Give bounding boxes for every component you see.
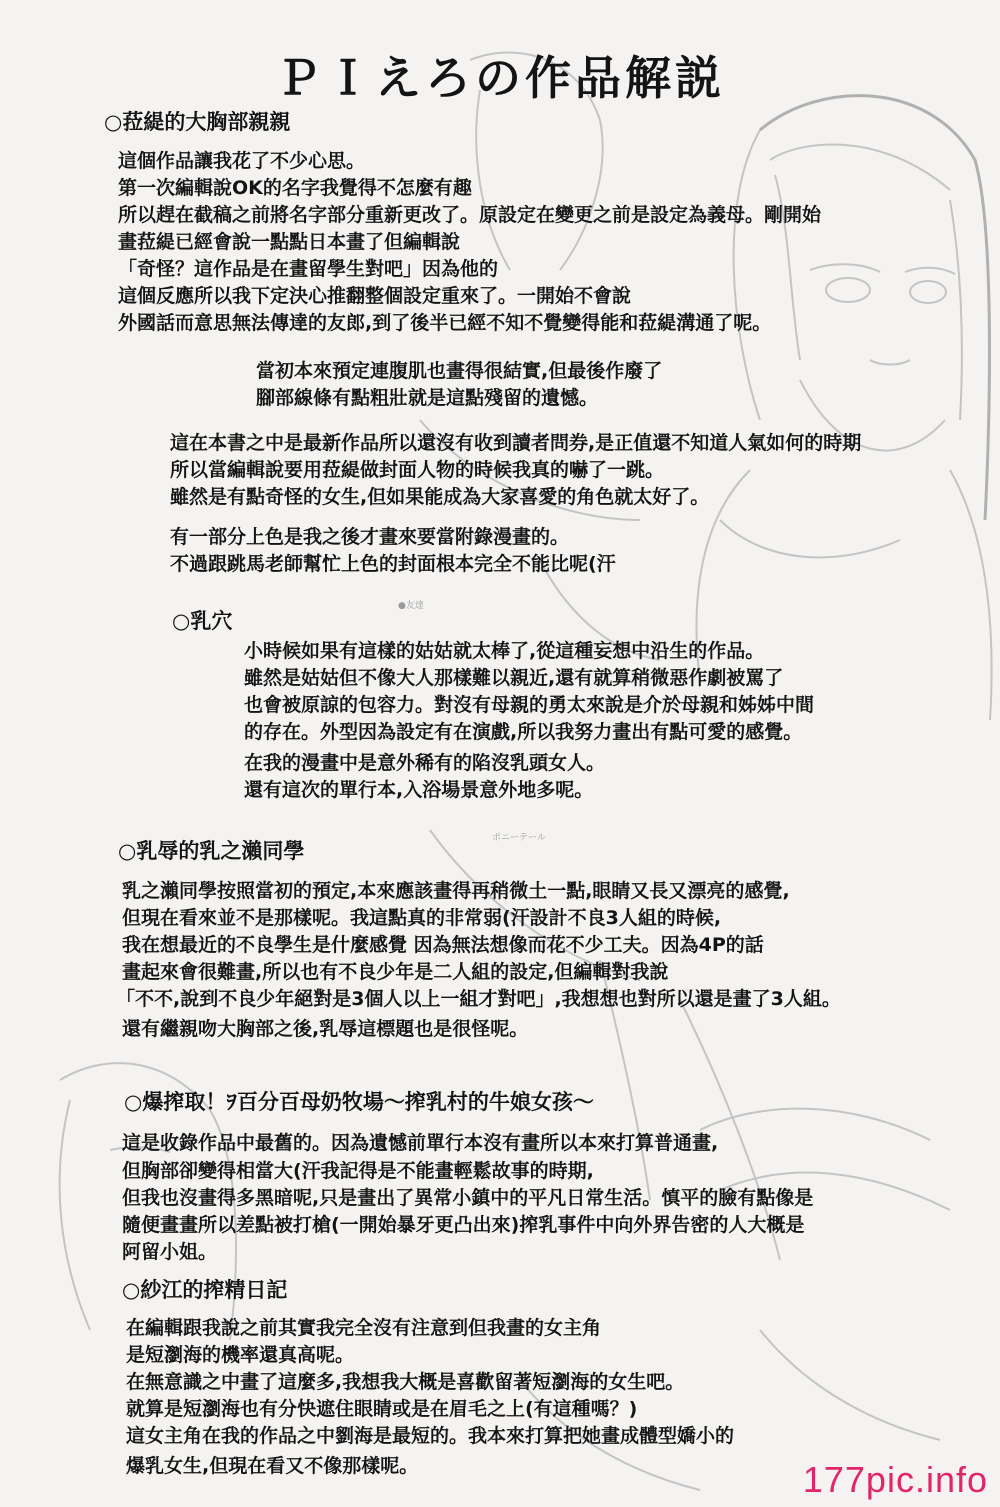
- sketch-label-ponytail: ポニーテール: [492, 833, 546, 843]
- text-line: 乳之瀨同學按照當初的預定,本來應該畫得再稍微土一點,眼睛又長又漂亮的感覺,: [122, 880, 790, 902]
- text-line: 所以當編輯說要用菈緹做封面人物的時候我真的嚇了一跳。: [170, 459, 665, 481]
- text-line: 有一部分上色是我之後才畫來要當附錄漫畫的。: [170, 526, 570, 548]
- text-line: 「奇怪？這作品是在畫留學生對吧」因為他的: [118, 258, 499, 280]
- text-line: 爆乳女生,但現在看又不像那樣呢。: [126, 1455, 419, 1477]
- text-line: 小時候如果有這樣的姑姑就太棒了,從這種妄想中沿生的作品。: [244, 640, 765, 662]
- text-line: 但現在看來並不是那樣呢。我這點真的非常弱(汗設計不良3人組的時候,: [122, 907, 722, 929]
- text-line: 外國話而意思無法傳達的友郎,到了後半已經不知不覺變得能和菈緹溝通了呢。: [118, 312, 772, 334]
- text-line: 但我也沒畫得多黑暗呢,只是畫出了異常小鎮中的平凡日常生活。慎平的臉有點像是: [122, 1187, 814, 1209]
- text-line: 還有繼親吻大胸部之後,乳辱這標題也是很怪呢。: [122, 1018, 529, 1040]
- text-line: 這個反應所以我下定決心推翻整個設定重來了。一開始不會說: [118, 285, 632, 307]
- text-line: 就算是短瀏海也有分快遮住眼睛或是在眉毛之上(有這種嗎？): [126, 1398, 638, 1420]
- text-line: 第一次編輯說OK的名字我覺得不怎麼有趣: [118, 177, 472, 199]
- text-line: 也會被原諒的包容力。對沒有母親的勇太來說是介於母親和姊姊中間: [244, 694, 815, 716]
- section-heading-2: ○乳穴: [172, 609, 233, 633]
- text-line: 在編輯跟我說之前其實我完全沒有注意到但我畫的女主角: [126, 1317, 602, 1339]
- text-line: 所以趕在截稿之前將名字部分重新更改了。原設定在變更之前是設定為義母。剛開始: [118, 204, 822, 226]
- text-line: 這個作品讓我花了不少心思。: [118, 150, 366, 172]
- section-heading-5: ○紗江的搾精日記: [122, 1278, 288, 1302]
- text-line: 我在想最近的不良學生是什麼感覺 因為無法想像而花不少工夫。因為4P的話: [122, 934, 764, 956]
- text-line: 在無意識之中畫了這麼多,我想我大概是喜歡留著短瀏海的女生吧。: [126, 1371, 685, 1393]
- text-line: 的存在。外型因為設定有在演戲,所以我努力畫出有點可愛的感覺。: [244, 721, 803, 743]
- section-heading-4: ○爆搾取！ｦ百分百母奶牧場～搾乳村的牛娘女孩～: [124, 1090, 594, 1114]
- text-line: 這女主角在我的作品之中劉海是最短的。我本來打算把她畫成體型嬌小的: [126, 1425, 735, 1447]
- text-line: 「不不,說到不良少年絕對是3個人以上一組才對吧」,我想想也對所以還是畫了3人組。: [116, 988, 841, 1010]
- text-line: 這是收錄作品中最舊的。因為遺憾前單行本沒有畫所以本來打算普通畫,: [122, 1132, 719, 1154]
- text-line: 阿留小姐。: [122, 1241, 218, 1263]
- text-line: 畫起來會很難畫,所以也有不良少年是二人組的設定,但編輯對我說: [122, 961, 669, 983]
- sketch-label-friend: ●友達: [398, 601, 424, 611]
- text-line: 不過跟跳馬老師幫忙上色的封面根本完全不能比呢(汗: [170, 553, 616, 575]
- text-line: 在我的漫畫中是意外稀有的陷沒乳頭女人。: [244, 752, 606, 774]
- text-line: 是短瀏海的機率還真高呢。: [126, 1344, 355, 1366]
- site-watermark: 177pic.info: [802, 1459, 988, 1500]
- page-title: ＰＩえろの作品解説: [275, 51, 725, 105]
- section-heading-1: ○菈緹的大胸部親親: [104, 110, 291, 134]
- text-line: 雖然是姑姑但不像大人那樣難以親近,還有就算稍微惡作劇被罵了: [244, 667, 784, 689]
- text-line: 腳部線條有點粗壯就是這點殘留的遺憾。: [256, 387, 599, 409]
- text-line: 雖然是有點奇怪的女生,但如果能成為大家喜愛的角色就太好了。: [170, 486, 710, 508]
- text-line: 還有這次的單行本,入浴場景意外地多呢。: [244, 779, 594, 801]
- text-line: 隨便畫畫所以差點被打槍(一開始暴牙更凸出來)搾乳事件中向外界告密的人大概是: [122, 1214, 805, 1236]
- text-line: 畫菈緹已經會說一點點日本畫了但編輯說: [118, 231, 461, 253]
- text-line: 但胸部卻變得相當大(汗我記得是不能畫輕鬆故事的時期,: [122, 1160, 594, 1182]
- text-line: 這在本書之中是最新作品所以還沒有收到讀者問券,是正值還不知道人氣如何的時期: [170, 432, 862, 454]
- text-line: 當初本來預定連腹肌也畫得很結實,但最後作廢了: [256, 360, 663, 382]
- section-heading-3: ○乳辱的乳之瀨同學: [118, 839, 305, 863]
